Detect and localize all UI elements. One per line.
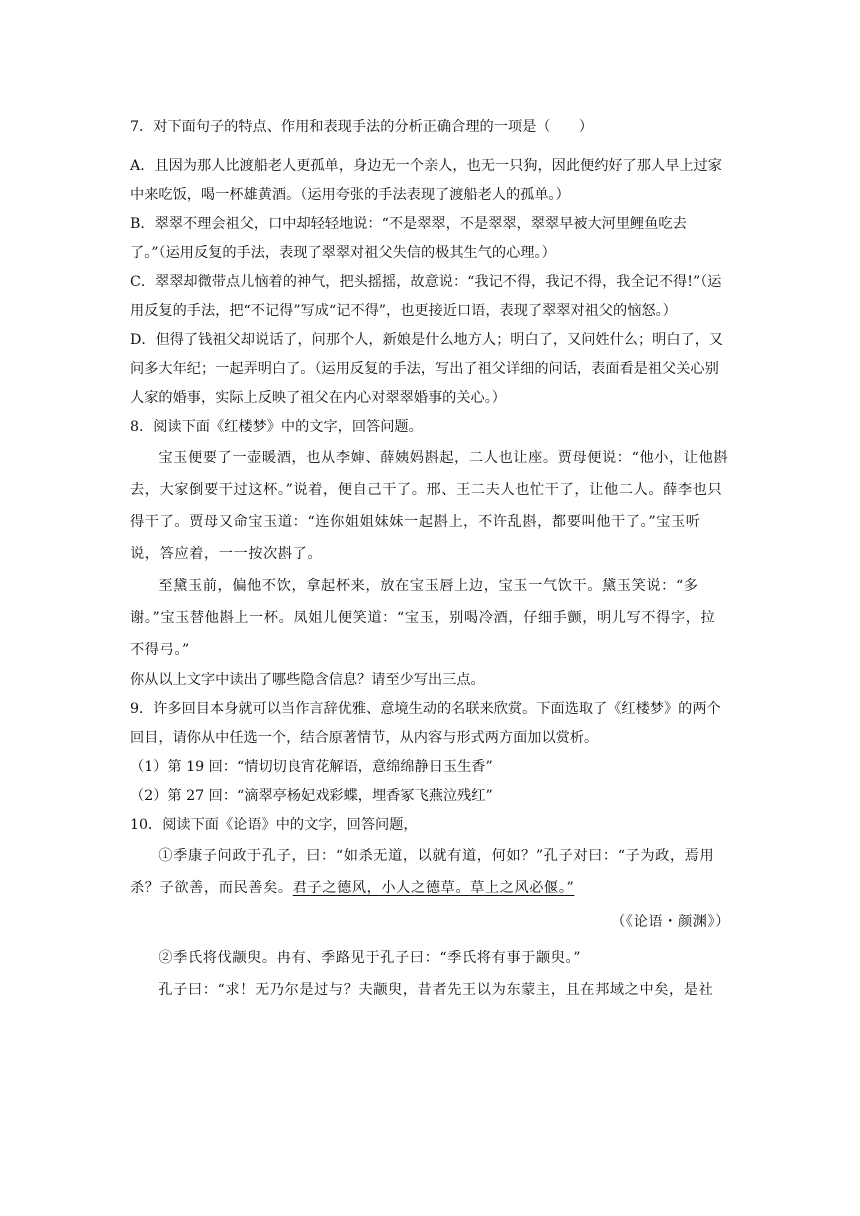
q10-passage-2: ②季氏将伐颛臾。冉有、季路见于孔子曰：“季氏将有事于颛臾。” xyxy=(158,950,582,966)
q10-passage-1-text: ①季康子问政于孔子，曰：“如杀无道，以就有道，何如？”孔子对曰：“子为政，焉用杀？子欲善，而民善矣。 xyxy=(130,848,715,896)
q7-option-b: B．翠翠不理会祖父，口中却轻轻地说：“不是翠翠，不是翠翠，翠翠早被大河里鲤鱼吃去了。”（运用反复的手法，表现了翠翠对祖父失信的极其生气的心理。） xyxy=(130,216,687,261)
q7-stem: 7．对下面句子的特点、作用和表现手法的分析正确合理的一项是（ ） xyxy=(130,119,594,135)
q10-passage-1 xyxy=(130,840,730,904)
q9-stem: 9．许多回目本身就可以当作言辞优雅、意境生动的名联来欣赏。下面选取了《红楼梦》的两个回目，请你从中任选一个，结合原著情节，从内容与形式两方面加以赏析。 xyxy=(130,701,721,746)
q7-option-c: C．翠翠却微带点儿恼着的神气，把头摇摇，故意说：“我记不得，我记不得，我全记不得!”（运用反复的手法，把“不记得”写成“记不得”，也更接近口语，表现了翠翠对祖父的恼怒。） xyxy=(130,274,722,319)
q10-passage-3: 孔子曰：“求！无乃尔是过与？夫颛臾，昔者先王以为东蒙主，且在邦域之中矣，是社 xyxy=(158,982,714,998)
q10-stem: 10．阅读下面《论语》中的文字，回答问题， xyxy=(130,817,418,833)
q8-question: 你从以上文字中读出了哪些隐含信息？请至少写出三点。 xyxy=(130,672,485,688)
q7-option-a: A．且因为那人比渡船老人更孤单，身边无一个亲人，也无一只狗，因此便约好了那人早上过家中来吃饭，喝一杯雄黄酒。（运用夸张的手法表现了渡船老人的孤单。） xyxy=(130,158,722,203)
q9-item-2: （2）第 27 回：“滴翠亭杨妃戏彩蝶，埋香冢飞燕泣残红” xyxy=(130,788,493,804)
q10-source: （《论语・颜渊》） xyxy=(611,914,730,930)
q10-underlined-sentence: 君子之德风，小人之德草。草上之风必偃。” xyxy=(292,880,575,896)
q9-item-1: （1）第 19 回：“情切切良宵花解语，意绵绵静日玉生香” xyxy=(130,759,493,775)
q8-passage-2: 至黛玉前，偏他不饮，拿起杯来，放在宝玉唇上边，宝玉一气饮干。黛玉笑说：“多谢。”宝玉替他斟上一杯。凤姐儿便笑道：“宝玉，别喝冷酒，仔细手颤，明儿写不得字，拉不得弓。” xyxy=(130,578,716,658)
q8-passage-1: 宝玉便要了一壶暖酒，也从李婶、薛姨妈斟起，二人也让座。贾母便说：“他小，让他斟去，大家倒要干过这杯。”说着，便自己干了。邢、王二夫人也忙干了，让他二人。薛李也只得干了。贾母又命宝玉道：“连你姐姐妹妹一起斟上，不许乱斟，都要叫他干了。”宝玉听说，答应着，一一按次斟了。 xyxy=(130,450,729,562)
exam-page xyxy=(130,113,730,1006)
q7-option-d: D．但得了钱祖父却说话了，问那个人，新娘是什么地方人；明白了，又问姓什么；明白了，又问多大年纪；一起弄明白了。（运用反复的手法，写出了祖父详细的问话，表面看是祖父关心别人家的婚事，实际上反映了祖父在内心对翠翠婚事的关心。） xyxy=(130,332,724,406)
q8-stem: 8．阅读下面《红楼梦》中的文字，回答问题。 xyxy=(130,419,423,435)
